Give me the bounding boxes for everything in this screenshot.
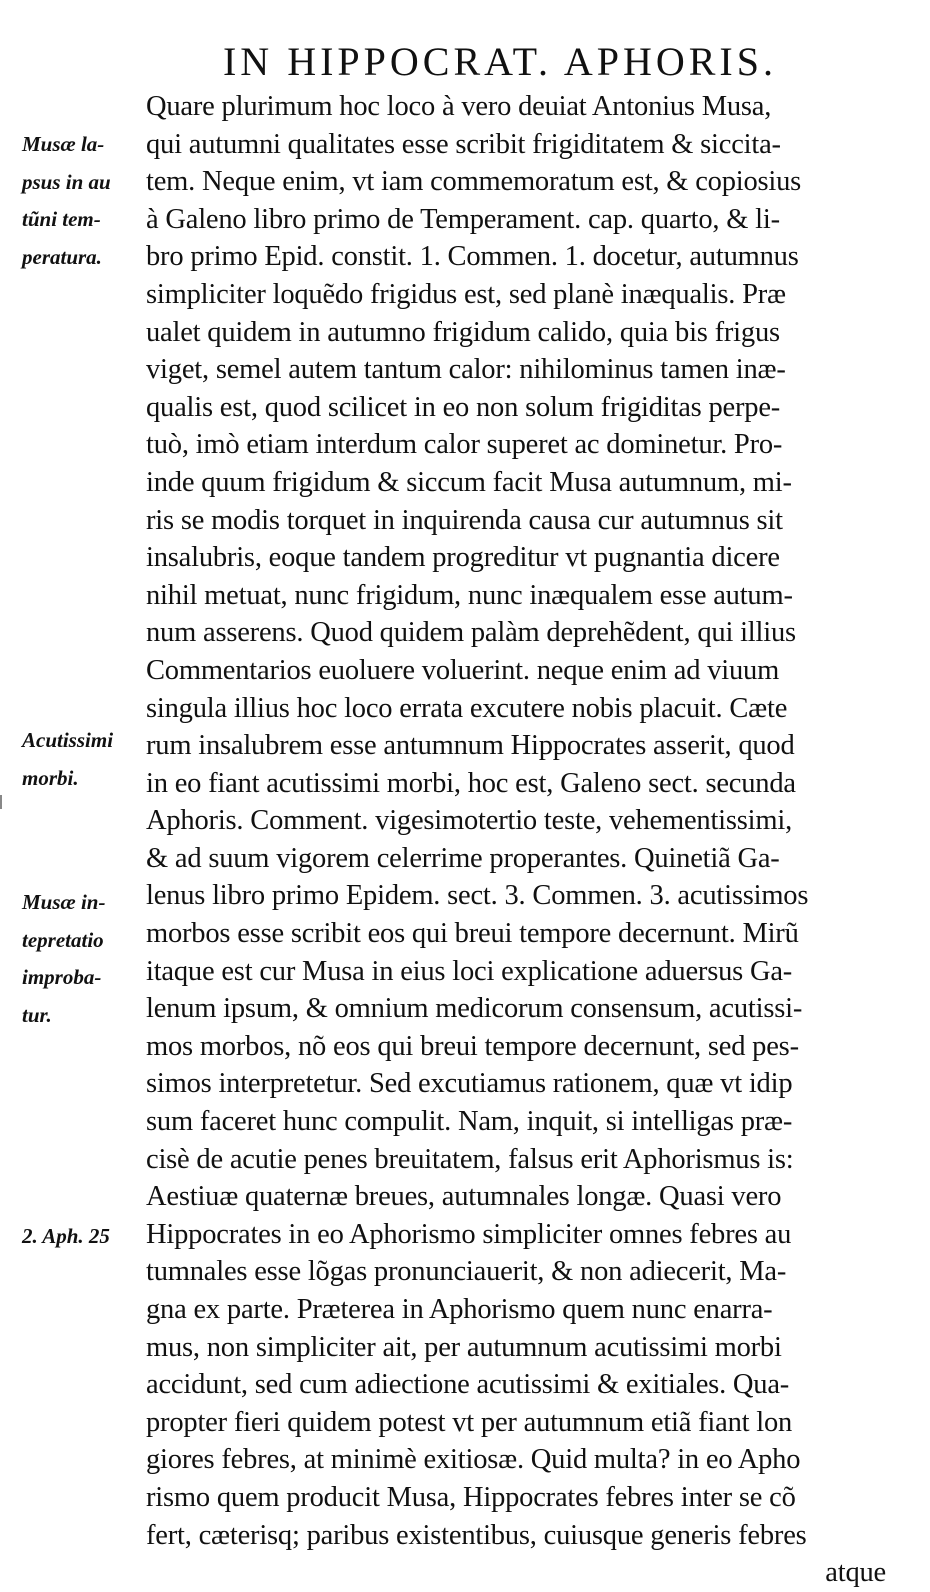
text-line: itaque est cur Musa in eius loci explicatione aduersus Ga- <box>146 955 793 987</box>
margin-note-line: improba- <box>22 965 102 990</box>
running-title: IN HIPPOCRAT. APHORIS. <box>222 39 777 84</box>
text-line: simpliciter loquẽdo frigidus est, sed planè inæqualis. Præ <box>146 278 786 310</box>
text-line: rum insalubrem esse antumnum Hippocrates asserit, quod <box>146 730 795 762</box>
main-text-block <box>146 88 886 1592</box>
margin-note-line: Musæ la- <box>22 132 105 156</box>
text-line: bro primo Epid. constit. 1. Commen. 1. docetur, autumnus <box>146 241 799 273</box>
text-line: propter fieri quidem potest vt per autumnum etiã fiant lon <box>146 1406 793 1438</box>
text-line: insalubris, eoque tandem progreditur vt pugnantia dicere <box>146 542 780 574</box>
text-line: num asserens. Quod quidem palàm deprehẽdent, qui illius <box>146 617 796 649</box>
margin-note-line: tepretatio <box>22 927 104 952</box>
text-line: Aphoris. Comment. vigesimotertio teste, vehementissimi, <box>146 805 793 837</box>
text-line: fert, cæterisq; paribus existentibus, cuiusque generis febres <box>146 1519 807 1551</box>
margin-note-musa-lapsus <box>22 126 142 276</box>
text-line: & ad suum vigorem celerrime properantes. Quinetiã Ga- <box>146 842 780 874</box>
margin-note-line: morbi. <box>22 765 79 790</box>
text-line: tem. Neque enim, vt iam commemoratum est, & copiosius <box>146 166 802 198</box>
text-line: rismo quem producit Musa, Hippocrates febres inter se cõ <box>146 1481 796 1513</box>
margin-note-line: tur. <box>22 1002 52 1027</box>
text-line: Aestiuæ quaternæ breues, autumnales longæ. Quasi vero <box>146 1181 782 1213</box>
text-line: giores febres, at minimè exitiosæ. Quid multa? in eo Apho <box>146 1444 801 1476</box>
text-line: inde quum frigidum & siccum facit Musa autumnum, mi- <box>146 466 792 498</box>
text-line: ualet quidem in autumno frigidum calido, quia bis frigus <box>146 316 780 348</box>
margin-note-aphorism-reference <box>22 1218 142 1256</box>
text-line: viget, semel autem tantum calor: nihilominus tamen inæ- <box>146 354 786 386</box>
text-line: singula illius hoc loco errata excutere nobis placuit. Cæte <box>146 692 788 724</box>
text-line: lenum ipsum, & omnium medicorum consensum, acutissi- <box>146 993 803 1025</box>
catchword: atque <box>825 1557 886 1589</box>
margin-note-line: psus in au <box>22 169 111 194</box>
margin-note-line: Acutissimi <box>22 728 114 752</box>
text-line: ris se modis torquet in inquirenda causa cur autumnus sit <box>146 504 783 536</box>
text-line: accidunt, sed cum adiectione acutissimi & exitiales. Qua- <box>146 1369 790 1401</box>
text-line: Quare plurimum hoc loco à vero deuiat Antonius Musa, <box>146 91 772 122</box>
margin-note-line: tũni tem- <box>22 207 101 232</box>
margin-note-line: peratura. <box>22 244 102 269</box>
text-line: Hippocrates in eo Aphorismo simpliciter omnes febres au <box>146 1218 792 1250</box>
text-line: mus, non simpliciter ait, per autumnum acutissimi morbi <box>146 1331 782 1363</box>
margin-note-acutissimi-morbi <box>22 722 142 797</box>
text-line: gna ex parte. Præterea in Aphorismo quem nunc enarra- <box>146 1294 773 1325</box>
text-line: in eo fiant acutissimi morbi, hoc est, Galeno sect. secunda <box>146 767 796 799</box>
text-line: mos morbos, nõ eos qui breui tempore decernunt, sed pes- <box>146 1030 799 1062</box>
text-line: lenus libro primo Epidem. sect. 3. Commen. 3. acutissimos <box>146 880 809 912</box>
text-line: morbos esse scribit eos qui breui tempore decernunt. Mirũ <box>146 918 799 950</box>
margin-note-musa-interpretatio <box>22 884 142 1034</box>
text-line: Commentarios euoluere voluerint. neque enim ad viuum <box>146 654 780 686</box>
text-line: qui autumni qualitates esse scribit frigiditatem & siccita- <box>146 128 781 160</box>
text-line: à Galeno libro primo de Temperament. cap. quarto, & li- <box>146 203 780 235</box>
margin-note-line: 2. Aph. 25 <box>22 1224 110 1248</box>
page-edge-mark <box>0 795 2 809</box>
text-line: nihil metuat, nunc frigidum, nunc inæqualem esse autum- <box>146 579 793 611</box>
text-line: tumnales esse lõgas pronunciauerit, & non adiecerit, Ma- <box>146 1256 787 1288</box>
text-line: cisè de acutie penes breuitatem, falsus erit Aphorismus is: <box>146 1143 794 1175</box>
text-line: qualis est, quod scilicet in eo non solum frigiditas perpe- <box>146 391 781 423</box>
text-line: tuò, imò etiam interdum calor superet ac dominetur. Pro- <box>146 429 783 461</box>
text-line: simos interpretetur. Sed excutiamus rationem, quæ vt idip <box>146 1068 793 1100</box>
margin-note-line: Musæ in- <box>22 890 106 914</box>
text-line: sum faceret hunc compulit. Nam, inquit, si intelligas præ- <box>146 1106 793 1138</box>
